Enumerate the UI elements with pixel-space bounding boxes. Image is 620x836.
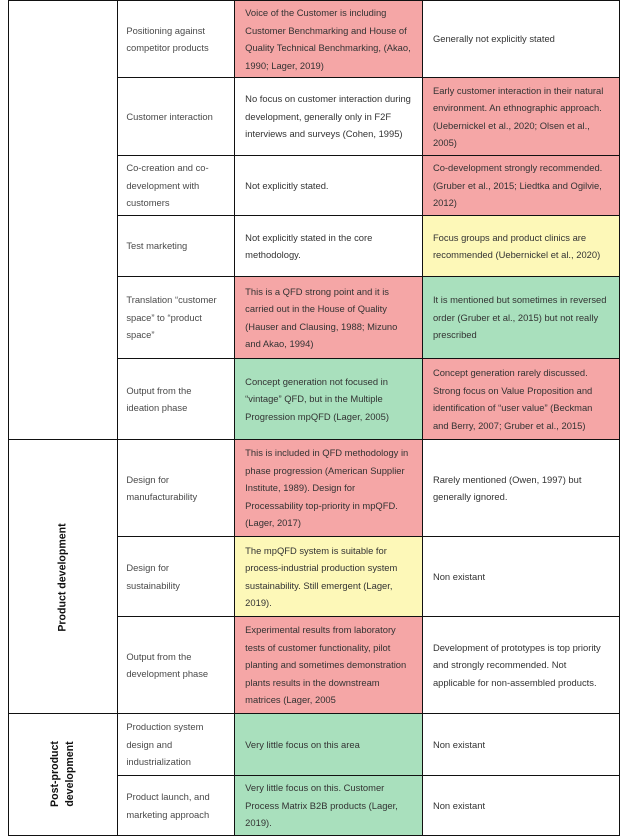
design-thinking-cell: Rarely mentioned (Owen, 1997) but generally ignored. [422,440,619,537]
qfd-cell: Voice of the Customer is including Customer Benchmarking and House of Quality Technical Benchmarking, (Akao, 1990; Lager, 2019) [235,1,423,78]
qfd-cell: Very little focus on this. Customer Process Matrix B2B products (Lager, 2019). [235,776,423,836]
design-thinking-cell: Development of prototypes is top priority and strongly recommended. Not applicable for non-assembled products. [422,617,619,714]
qfd-cell: The mpQFD system is suitable for process-industrial production system sustainability. Still emergent (Lager, 2019). [235,537,423,617]
aspect-cell: Design for sustainability [118,537,235,617]
design-thinking-cell: Focus groups and product clinics are recommended (Uebernickel et al., 2020) [422,216,619,277]
table-row [9,714,620,776]
qfd-cell: This is included in QFD methodology in phase progression (American Supplier Institute, 1989). Design for Processability top-priority in mpQFD. (Lager, 2017) [235,440,423,537]
phase-label-line: development [64,741,77,807]
aspect-cell: Customer interaction [118,78,235,156]
table-row [9,440,620,537]
aspect-cell: Output from the development phase [118,617,235,714]
phase-label-product-development: Product development [56,523,69,632]
qfd-cell: No focus on customer interaction during development, generally only in F2F interviews and surveys (Cohen, 1995) [235,78,423,156]
aspect-cell: Co-creation and co-development with customers [118,156,235,216]
aspect-cell: Design for manufacturability [118,440,235,537]
phase-label-post-product-development [48,741,78,807]
design-thinking-cell: It is mentioned but sometimes in reversed order (Gruber et al., 2015) but not really prescribed [422,277,619,359]
aspect-cell: Product launch, and marketing approach [118,776,235,836]
qfd-cell: Very little focus on this area [235,714,423,776]
design-thinking-cell: Non existant [422,537,619,617]
table-row [9,1,620,78]
qfd-cell: Not explicitly stated. [235,156,423,216]
design-thinking-cell: Co-development strongly recommended. (Gruber et al., 2015; Liedtka and Ogilvie, 2012) [422,156,619,216]
qfd-cell: Experimental results from laboratory tests of customer functionality, pilot planting and sometimes demonstration plants results in the downstream matrices (Lager, 2005 [235,617,423,714]
phase-cell-product-development [9,440,118,714]
aspect-cell: Production system design and industrialization [118,714,235,776]
phase-cell-post-product-development [9,714,118,836]
design-thinking-cell: Early customer interaction in their natural environment. An ethnographic approach. (Uebernickel et al., 2020; Olsen et al., 2005) [422,78,619,156]
phase-label-line: Post-product [49,741,62,808]
qfd-cell: This is a QFD strong point and it is carried out in the House of Quality (Hauser and Clausing, 1988; Mizuno and Akao, 1994) [235,277,423,359]
qfd-cell: Not explicitly stated in the core methodology. [235,216,423,277]
phase-cell-ideation [9,1,118,440]
design-thinking-cell: Non existant [422,714,619,776]
qfd-cell: Concept generation not focused in “vintage” QFD, but in the Multiple Progression mpQFD (Lager, 2005) [235,359,423,440]
aspect-cell: Positioning against competitor products [118,1,235,78]
comparison-table [8,0,620,836]
design-thinking-cell: Non existant [422,776,619,836]
design-thinking-cell: Concept generation rarely discussed. Strong focus on Value Proposition and identification of “user value” (Beckman and Berry, 2007; Gruber et al., 2015) [422,359,619,440]
aspect-cell: Translation “customer space” to “product space” [118,277,235,359]
design-thinking-cell: Generally not explicitly stated [422,1,619,78]
aspect-cell: Test marketing [118,216,235,277]
aspect-cell: Output from the ideation phase [118,359,235,440]
